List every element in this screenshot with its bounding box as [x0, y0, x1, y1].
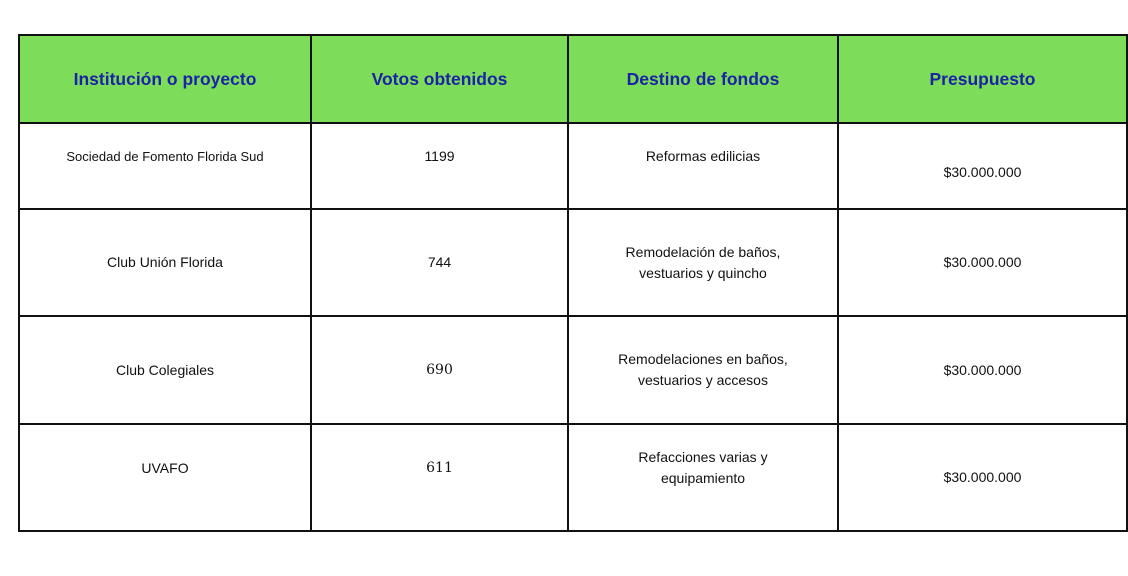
- header-destination: Destino de fondos: [568, 35, 838, 123]
- destination-line-2: vestuarios y accesos: [638, 372, 768, 389]
- destination-line-1: Remodelación de baños,: [625, 243, 781, 260]
- cell-institution: Club Colegiales: [19, 316, 311, 423]
- voting-results-table: [18, 34, 1128, 532]
- table-row: [19, 316, 1127, 423]
- table-header-row: [19, 35, 1127, 123]
- cell-institution: Club Unión Florida: [19, 209, 311, 316]
- table-row: [19, 209, 1127, 316]
- destination-line-2: equipamiento: [660, 470, 746, 487]
- header-budget: Presupuesto: [838, 35, 1127, 123]
- header-votes: Votos obtenidos: [311, 35, 568, 123]
- cell-budget: $30.000.000: [838, 123, 1127, 209]
- cell-budget: $30.000.000: [838, 424, 1127, 531]
- cell-destination: [568, 123, 838, 209]
- destination-line-1: Remodelaciones en baños,: [618, 351, 788, 368]
- cell-budget: $30.000.000: [838, 316, 1127, 423]
- header-institution: Institución o proyecto: [19, 35, 311, 123]
- destination-line-1: Refacciones varias y: [638, 449, 768, 466]
- destination-line-1: Reformas edilicias: [645, 148, 761, 164]
- cell-votes: 1199: [311, 123, 568, 209]
- cell-institution: Sociedad de Fomento Florida Sud: [19, 123, 311, 209]
- cell-destination: [568, 424, 838, 531]
- cell-destination: [568, 316, 838, 423]
- cell-budget: $30.000.000: [838, 209, 1127, 316]
- destination-line-2: vestuarios y quincho: [639, 264, 767, 281]
- cell-votes: 744: [311, 209, 568, 316]
- table-row: [19, 424, 1127, 531]
- table-row: [19, 123, 1127, 209]
- cell-votes: 611: [311, 424, 568, 531]
- voting-results-table-container: [18, 34, 1036, 532]
- cell-destination: [568, 209, 838, 316]
- cell-votes: 690: [311, 316, 568, 423]
- cell-institution: UVAFO: [19, 424, 311, 531]
